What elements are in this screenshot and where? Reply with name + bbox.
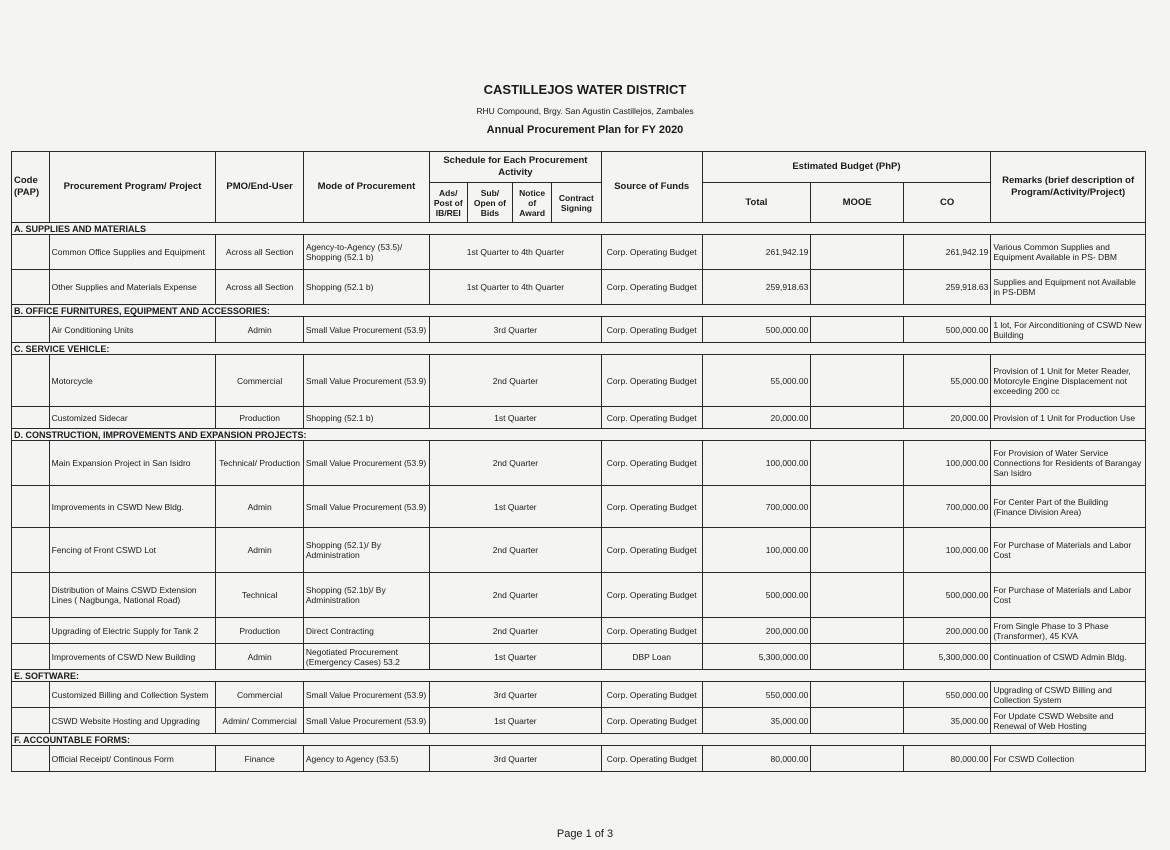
mode-cell: Small Value Procurement (53.9) (303, 355, 429, 407)
mooe-cell (811, 708, 904, 734)
code-cell (12, 270, 50, 305)
program-cell: Distribution of Mains CSWD Extension Lines ( Nagbunga, National Road) (49, 573, 216, 618)
mooe-cell (811, 235, 904, 270)
section-row (12, 343, 1146, 355)
mooe-cell (811, 746, 904, 772)
mooe-cell (811, 573, 904, 618)
total-cell: 200,000.00 (702, 618, 811, 644)
pmo-cell: Production (216, 407, 303, 429)
pmo-cell: Production (216, 618, 303, 644)
program-cell: Official Receipt/ Continous Form (49, 746, 216, 772)
co-cell: 700,000.00 (903, 486, 990, 528)
schedule-cell: 3rd Quarter (429, 746, 601, 772)
remarks-cell: For Provision of Water Service Connections for Residents of Barangay San Isidro (991, 441, 1146, 486)
section-row (12, 734, 1146, 746)
total-cell: 261,942.19 (702, 235, 811, 270)
total-cell: 500,000.00 (702, 317, 811, 343)
pmo-cell: Admin (216, 644, 303, 670)
schedule-cell: 2nd Quarter (429, 528, 601, 573)
table-row (12, 528, 1146, 573)
header-ads: Ads/ Post of IB/REI (429, 183, 467, 223)
table-row (12, 644, 1146, 670)
pmo-cell: Admin (216, 486, 303, 528)
mode-cell: Negotiated Procurement (Emergency Cases) 53.2 (303, 644, 429, 670)
plan-title: Annual Procurement Plan for FY 2020 (486, 124, 684, 136)
total-cell: 80,000.00 (702, 746, 811, 772)
remarks-cell: Supplies and Equipment not Available in PS-DBM (991, 270, 1146, 305)
mooe-cell (811, 355, 904, 407)
source-cell: Corp. Operating Budget (601, 528, 702, 573)
program-cell: Air Conditioning Units (49, 317, 216, 343)
table-row (12, 573, 1146, 618)
co-cell: 55,000.00 (903, 355, 990, 407)
header-remarks: Remarks (brief description of Program/Activity/Project) (991, 152, 1146, 223)
header-total: Total (702, 183, 811, 223)
pmo-cell: Finance (216, 746, 303, 772)
code-cell (12, 528, 50, 573)
remarks-cell: For Purchase of Materials and Labor Cost (991, 573, 1146, 618)
schedule-cell: 1st Quarter (429, 486, 601, 528)
program-cell: Customized Billing and Collection System (49, 682, 216, 708)
pmo-cell: Commercial (216, 682, 303, 708)
co-cell: 100,000.00 (903, 441, 990, 486)
total-cell: 5,300,000.00 (702, 644, 811, 670)
schedule-cell: 3rd Quarter (429, 682, 601, 708)
co-cell: 500,000.00 (903, 317, 990, 343)
remarks-cell: 1 lot, For Airconditioning of CSWD New Building (991, 317, 1146, 343)
schedule-cell: 1st Quarter (429, 407, 601, 429)
remarks-cell: For Update CSWD Website and Renewal of Web Hosting (991, 708, 1146, 734)
section-row (12, 429, 1146, 441)
section-title: D. CONSTRUCTION, IMPROVEMENTS AND EXPANSION PROJECTS: (12, 429, 1146, 441)
remarks-cell: For Purchase of Materials and Labor Cost (991, 528, 1146, 573)
co-cell: 80,000.00 (903, 746, 990, 772)
page-number: Page 1 of 3 (556, 828, 614, 840)
schedule-cell: 2nd Quarter (429, 441, 601, 486)
code-cell (12, 746, 50, 772)
mooe-cell (811, 317, 904, 343)
code-cell (12, 441, 50, 486)
section-title: A. SUPPLIES AND MATERIALS (12, 223, 1146, 235)
section-title: B. OFFICE FURNITURES, EQUIPMENT AND ACCESSORIES: (12, 305, 1146, 317)
table-row (12, 746, 1146, 772)
remarks-cell: Provision of 1 Unit for Meter Reader, Motorcyle Engine Displacement not exceeding 200 cc (991, 355, 1146, 407)
remarks-cell: For CSWD Collection (991, 746, 1146, 772)
table-row (12, 235, 1146, 270)
table-row (12, 618, 1146, 644)
source-cell: Corp. Operating Budget (601, 708, 702, 734)
co-cell: 550,000.00 (903, 682, 990, 708)
organization-title: CASTILLEJOS WATER DISTRICT (483, 82, 687, 97)
table-row (12, 270, 1146, 305)
source-cell: Corp. Operating Budget (601, 355, 702, 407)
total-cell: 100,000.00 (702, 528, 811, 573)
program-cell: Customized Sidecar (49, 407, 216, 429)
code-cell (12, 407, 50, 429)
source-cell: DBP Loan (601, 644, 702, 670)
table-row (12, 486, 1146, 528)
header-mode: Mode of Procurement (303, 152, 429, 223)
mode-cell: Agency-to-Agency (53.5)/ Shopping (52.1 b) (303, 235, 429, 270)
code-cell (12, 486, 50, 528)
co-cell: 100,000.00 (903, 528, 990, 573)
total-cell: 55,000.00 (702, 355, 811, 407)
mooe-cell (811, 441, 904, 486)
remarks-cell: Provision of 1 Unit for Production Use (991, 407, 1146, 429)
co-cell: 35,000.00 (903, 708, 990, 734)
program-cell: Upgrading of Electric Supply for Tank 2 (49, 618, 216, 644)
pmo-cell: Admin (216, 317, 303, 343)
source-cell: Corp. Operating Budget (601, 317, 702, 343)
mode-cell: Small Value Procurement (53.9) (303, 441, 429, 486)
total-cell: 20,000.00 (702, 407, 811, 429)
program-cell: Improvements in CSWD New Bldg. (49, 486, 216, 528)
code-cell (12, 355, 50, 407)
total-cell: 100,000.00 (702, 441, 811, 486)
source-cell: Corp. Operating Budget (601, 441, 702, 486)
remarks-cell: For Center Part of the Building (Finance Division Area) (991, 486, 1146, 528)
source-cell: Corp. Operating Budget (601, 682, 702, 708)
header-source: Source of Funds (601, 152, 702, 223)
organization-address: RHU Compound, Brgy. San Agustin Castillejos, Zambales (476, 106, 694, 116)
section-title: F. ACCOUNTABLE FORMS: (12, 734, 1146, 746)
co-cell: 259,918.63 (903, 270, 990, 305)
schedule-cell: 2nd Quarter (429, 355, 601, 407)
total-cell: 500,000.00 (702, 573, 811, 618)
header-schedule: Schedule for Each Procurement Activity (429, 152, 601, 183)
header-program: Procurement Program/ Project (49, 152, 216, 223)
source-cell: Corp. Operating Budget (601, 573, 702, 618)
section-row (12, 670, 1146, 682)
header-contract: Contract Signing (551, 183, 601, 223)
pmo-cell: Across all Section (216, 235, 303, 270)
mooe-cell (811, 528, 904, 573)
pmo-cell: Commercial (216, 355, 303, 407)
schedule-cell: 3rd Quarter (429, 317, 601, 343)
mode-cell: Small Value Procurement (53.9) (303, 682, 429, 708)
pmo-cell: Technical (216, 573, 303, 618)
program-cell: Common Office Supplies and Equipment (49, 235, 216, 270)
header-pmo: PMO/End-User (216, 152, 303, 223)
mode-cell: Small Value Procurement (53.9) (303, 486, 429, 528)
table-row (12, 355, 1146, 407)
schedule-cell: 2nd Quarter (429, 573, 601, 618)
schedule-cell: 1st Quarter (429, 708, 601, 734)
table-row (12, 441, 1146, 486)
remarks-cell: Upgrading of CSWD Billing and Collection System (991, 682, 1146, 708)
total-cell: 259,918.63 (702, 270, 811, 305)
code-cell (12, 682, 50, 708)
mode-cell: Shopping (52.1 b) (303, 407, 429, 429)
schedule-cell: 1st Quarter to 4th Quarter (429, 235, 601, 270)
procurement-plan-table (11, 151, 1146, 772)
section-row (12, 223, 1146, 235)
source-cell: Corp. Operating Budget (601, 746, 702, 772)
mooe-cell (811, 644, 904, 670)
co-cell: 200,000.00 (903, 618, 990, 644)
pmo-cell: Admin/ Commercial (216, 708, 303, 734)
section-title: C. SERVICE VEHICLE: (12, 343, 1146, 355)
mode-cell: Small Value Procurement (53.9) (303, 317, 429, 343)
pmo-cell: Admin (216, 528, 303, 573)
section-title: E. SOFTWARE: (12, 670, 1146, 682)
total-cell: 700,000.00 (702, 486, 811, 528)
schedule-cell: 1st Quarter to 4th Quarter (429, 270, 601, 305)
table-row (12, 708, 1146, 734)
pmo-cell: Across all Section (216, 270, 303, 305)
remarks-cell: Various Common Supplies and Equipment Available in PS- DBM (991, 235, 1146, 270)
program-cell: Other Supplies and Materials Expense (49, 270, 216, 305)
section-row (12, 305, 1146, 317)
program-cell: Improvements of CSWD New Building (49, 644, 216, 670)
code-cell (12, 573, 50, 618)
mooe-cell (811, 407, 904, 429)
program-cell: Motorcycle (49, 355, 216, 407)
mode-cell: Shopping (52.1)/ By Administration (303, 528, 429, 573)
mode-cell: Agency to Agency (53.5) (303, 746, 429, 772)
co-cell: 20,000.00 (903, 407, 990, 429)
code-cell (12, 235, 50, 270)
source-cell: Corp. Operating Budget (601, 270, 702, 305)
code-cell (12, 317, 50, 343)
program-cell: CSWD Website Hosting and Upgrading (49, 708, 216, 734)
header-budget: Estimated Budget (PhP) (702, 152, 991, 183)
header-co: CO (903, 183, 990, 223)
plan-body (12, 223, 1146, 772)
code-cell (12, 644, 50, 670)
table-row (12, 682, 1146, 708)
mooe-cell (811, 682, 904, 708)
pmo-cell: Technical/ Production (216, 441, 303, 486)
co-cell: 261,942.19 (903, 235, 990, 270)
source-cell: Corp. Operating Budget (601, 486, 702, 528)
code-cell (12, 708, 50, 734)
source-cell: Corp. Operating Budget (601, 407, 702, 429)
header-mooe: MOOE (811, 183, 904, 223)
schedule-cell: 2nd Quarter (429, 618, 601, 644)
co-cell: 500,000.00 (903, 573, 990, 618)
source-cell: Corp. Operating Budget (601, 235, 702, 270)
mode-cell: Shopping (52.1 b) (303, 270, 429, 305)
source-cell: Corp. Operating Budget (601, 618, 702, 644)
program-cell: Main Expansion Project in San Isidro (49, 441, 216, 486)
total-cell: 550,000.00 (702, 682, 811, 708)
remarks-cell: From Single Phase to 3 Phase (Transformer), 45 KVA (991, 618, 1146, 644)
table-row (12, 317, 1146, 343)
co-cell: 5,300,000.00 (903, 644, 990, 670)
program-cell: Fencing of Front CSWD Lot (49, 528, 216, 573)
header-notice: Notice of Award (513, 183, 552, 223)
mode-cell: Small Value Procurement (53.9) (303, 708, 429, 734)
total-cell: 35,000.00 (702, 708, 811, 734)
header-sub: Sub/ Open of Bids (467, 183, 513, 223)
remarks-cell: Continuation of CSWD Admin Bldg. (991, 644, 1146, 670)
mooe-cell (811, 618, 904, 644)
schedule-cell: 1st Quarter (429, 644, 601, 670)
mode-cell: Direct Contracting (303, 618, 429, 644)
header-code: Code (PAP) (12, 152, 50, 223)
mode-cell: Shopping (52.1b)/ By Administration (303, 573, 429, 618)
mooe-cell (811, 486, 904, 528)
code-cell (12, 618, 50, 644)
table-row (12, 407, 1146, 429)
mooe-cell (811, 270, 904, 305)
